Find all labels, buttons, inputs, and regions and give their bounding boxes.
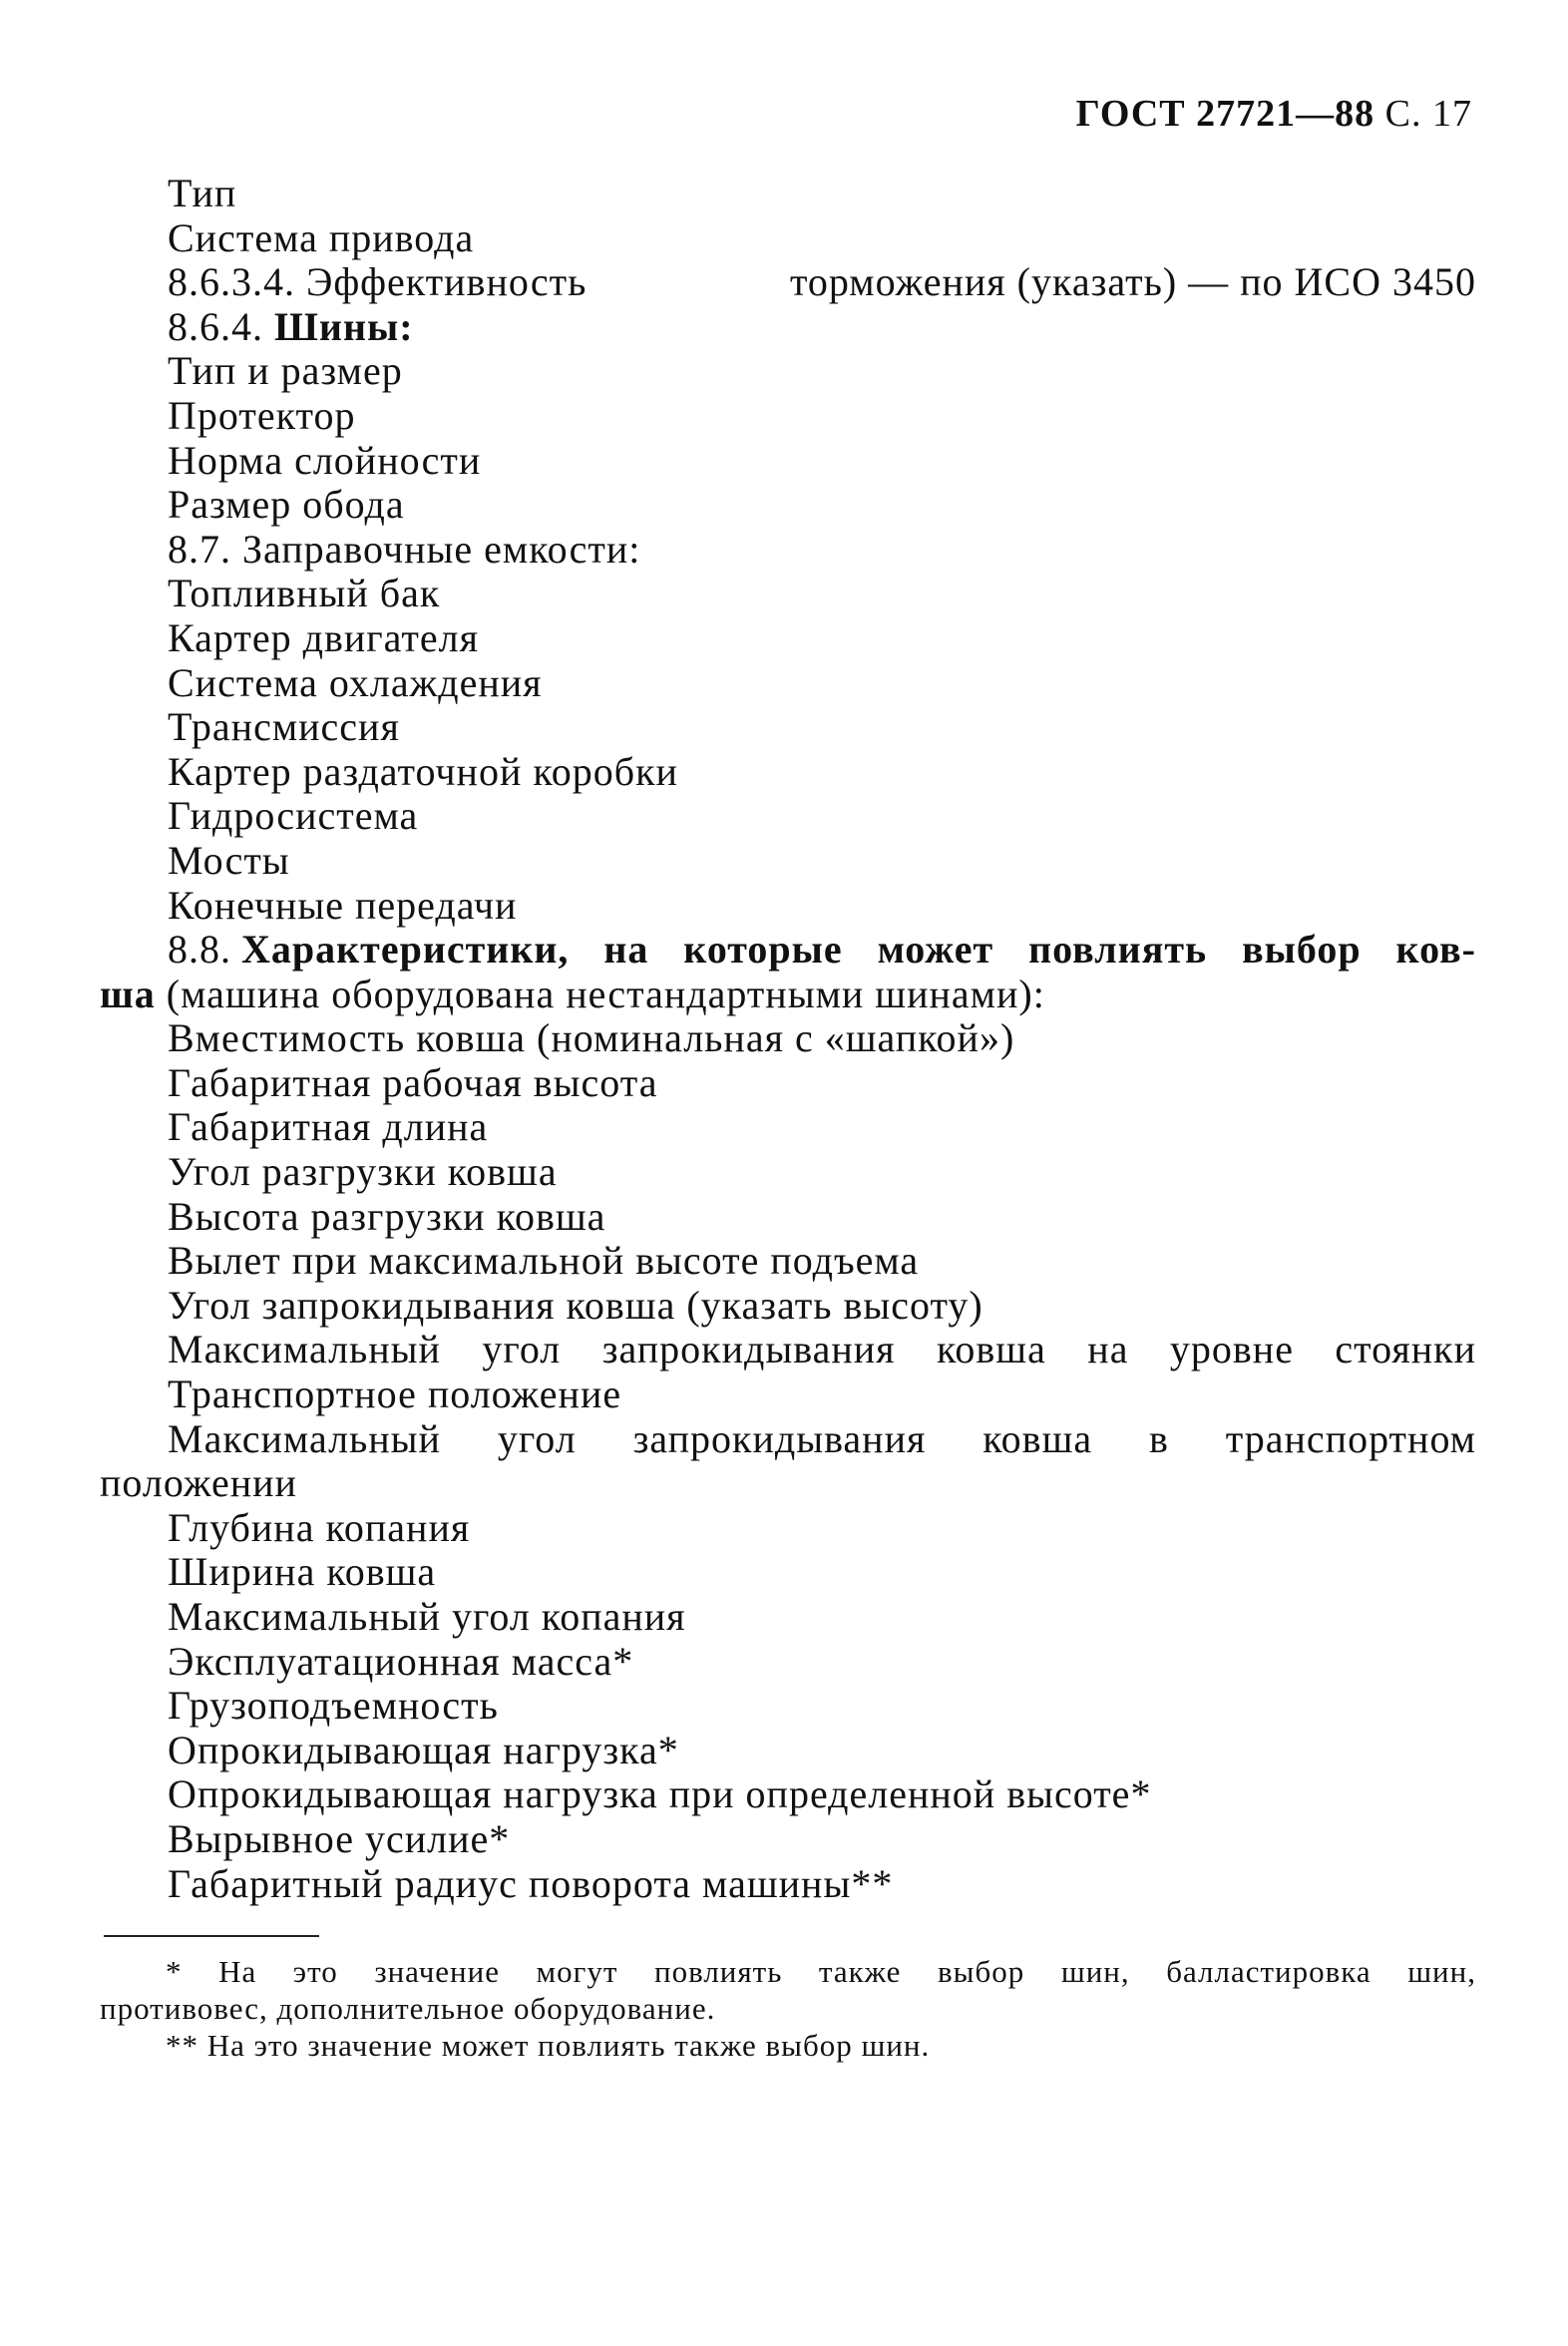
text-line: Эксплуатационная масса* [168, 1638, 634, 1684]
text-line: Норма слойности [168, 437, 482, 483]
text-line: положении [100, 1460, 297, 1506]
document-number: ГОСТ 27721—88 [1075, 93, 1375, 135]
section-note: (машина оборудована нестандартными шинами): [166, 971, 1045, 1016]
text-line: Максимальный угол запрокидывания ковша в транспортном [168, 1415, 1476, 1461]
footnote-divider [104, 1935, 319, 1937]
text-line: Опрокидывающая нагрузка* [168, 1727, 679, 1772]
section-heading-bucket [100, 928, 1476, 973]
text-line: Максимальный угол запрокидывания ковша на уровне стоянки [168, 1327, 1476, 1372]
text-line: Высота разгрузки ковша [168, 1193, 606, 1239]
text-line: Протектор [168, 392, 356, 438]
text-line: Вылет при максимальной высоте подъема [168, 1238, 920, 1284]
section-heading-tires [100, 305, 1476, 350]
clause-8-6-3-4-rest: торможения (указать) — по ИСО 3450 [789, 259, 1476, 305]
text-line: Угол запрокидывания ковша (указать высоту) [168, 1282, 983, 1328]
text-line: Транспортное положение [168, 1371, 622, 1417]
section-number: 8.6.4. [168, 303, 263, 349]
text-line: Картер раздаточной коробки [168, 748, 678, 794]
text-line: Конечные передачи [168, 882, 518, 928]
clause-8-6-3-4: 8.6.3.4. Эффективность [168, 259, 588, 305]
text-line: Вырывное усилие* [168, 1815, 511, 1861]
footnote-1-line-1: * На это значение могут повлиять также выбор шин, балластировка шин, [166, 1954, 1476, 1989]
text-line: Картер двигателя [168, 614, 479, 660]
text-line: Трансмиссия [168, 704, 400, 750]
text-line: Габаритный радиус поворота машины** [168, 1860, 894, 1906]
text-line: Грузоподъемность [168, 1683, 499, 1729]
footnotes [100, 1953, 1476, 2064]
section-title-cont: ша [100, 971, 156, 1016]
text-line-braking [100, 260, 1476, 305]
page-number: С. 17 [1384, 93, 1472, 135]
text-line: Глубина копания [168, 1504, 471, 1550]
text-line: Опрокидывающая нагрузка при определенной высоте* [168, 1771, 1152, 1817]
text-line: Максимальный угол копания [168, 1594, 686, 1639]
footnote-1-line-2: противовес, дополнительное оборудование. [100, 1991, 716, 2026]
text-line: Система привода [168, 214, 475, 260]
section-heading-capacities: 8.7. Заправочные емкости: [168, 526, 641, 572]
section-number: 8.8. [168, 927, 231, 973]
text-line: Система охлаждения [168, 659, 543, 705]
text-line: Ширина ковша [168, 1549, 437, 1595]
footnote-2: ** На это значение может повлиять также выбор шин. [166, 2028, 931, 2063]
text-line: Вместимость ковша (номинальная с «шапкой») [168, 1015, 1015, 1061]
section-heading-bucket-cont [100, 973, 1476, 1017]
section-title: Шины: [274, 303, 414, 349]
text-line: Угол разгрузки ковша [168, 1149, 558, 1195]
text-line: Размер обода [168, 482, 405, 528]
text-line: Тип и размер [168, 348, 403, 394]
text-line: Мосты [168, 837, 290, 883]
document-body [100, 172, 1476, 1906]
text-line: Тип [168, 171, 237, 215]
text-line: Габаритная рабочая высота [168, 1059, 658, 1105]
page-header [1076, 92, 1472, 136]
text-line: Габаритная длина [168, 1104, 489, 1150]
text-line: Топливный бак [168, 571, 441, 616]
text-line: Гидросистема [168, 793, 419, 839]
section-title: Характеристики, на которые может повлиять выбор ков- [241, 927, 1476, 973]
